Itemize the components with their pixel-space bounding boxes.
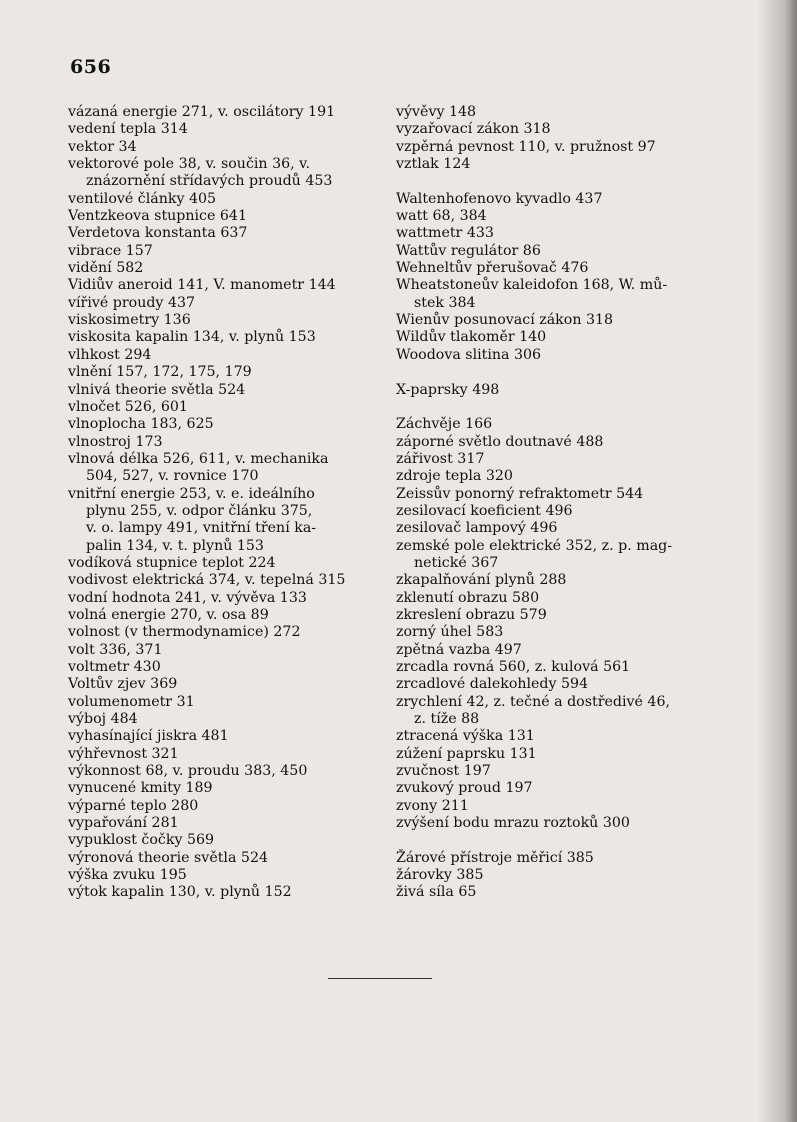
index-entry: Zeissův ponorný refraktometr 544 — [396, 485, 644, 502]
index-entry: Ventzkeova stupnice 641 — [68, 208, 247, 225]
index-entry: zpětná vazba 497 — [396, 641, 522, 658]
index-entry: vlnočet 526, 601 — [68, 398, 188, 415]
index-entry: volnost (v thermodynamice) 272 — [68, 624, 301, 641]
index-entry: vyhasínající jiskra 481 — [68, 728, 229, 745]
index-entry: volt 336, 371 — [68, 641, 163, 658]
index-entry: Waltenhofenovo kyvadlo 437 — [396, 190, 603, 207]
index-entry: výkonnost 68, v. proudu 383, 450 — [68, 763, 308, 780]
index-entry: watt 68, 384 — [396, 208, 487, 225]
index-entry: vynucené kmity 189 — [68, 780, 213, 797]
section-gap — [396, 364, 712, 381]
index-entry: viskosita kapalin 134, v. plynů 153 — [68, 329, 316, 346]
index-entry: zklenutí obrazu 580 — [396, 589, 540, 606]
index-entry: zrcadlové dalekohledy 594 — [396, 676, 589, 693]
index-entry: zkreslení obrazu 579 — [396, 606, 547, 623]
index-entry: vlnostroj 173 — [68, 433, 163, 450]
index-entry: vlnivá theorie světla 524 — [68, 381, 246, 398]
index-entry: vlnová délka 526, 611, v. mechanika — [68, 450, 329, 467]
index-entry: vlnoplocha 183, 625 — [68, 416, 214, 433]
index-entry: výhřevnost 321 — [68, 745, 179, 762]
index-entry: Voltův zjev 369 — [68, 676, 178, 693]
index-entry: vodivost elektrická 374, v. tepelná 315 — [68, 572, 346, 589]
index-entry: vodíková stupnice teplot 224 — [68, 554, 276, 571]
index-entry: vířivé proudy 437 — [68, 294, 196, 311]
index-entry: Wheatstoneův kaleidofon 168, W. mů- — [396, 277, 668, 294]
index-entry: zářivost 317 — [396, 450, 485, 467]
index-entry: záporné světlo doutnavé 488 — [396, 433, 604, 450]
section-gap — [396, 173, 712, 190]
index-entry: vývěvy 148 — [396, 104, 477, 120]
index-entry: volná energie 270, v. osa 89 — [68, 606, 269, 623]
index-entry: vlnění 157, 172, 175, 179 — [68, 364, 252, 381]
index-entry: vibrace 157 — [68, 242, 153, 259]
page-number: 656 — [70, 56, 112, 78]
index-entry: vektor 34 — [68, 138, 137, 155]
index-entry: zúžení paprsku 131 — [396, 745, 537, 762]
index-entry: vidění 582 — [68, 260, 144, 277]
index-entry: zorný úhel 583 — [396, 624, 504, 641]
index-entry: vypařování 281 — [68, 815, 179, 832]
index-entry: živá síla 65 — [396, 884, 477, 901]
index-entry: zrcadla rovná 560, z. kulová 561 — [396, 659, 631, 675]
index-entry: volumenometr 31 — [68, 693, 195, 710]
index-entry: zrychlení 42, z. tečné a dostředivé 46, — [396, 693, 670, 710]
index-entry: Wildův tlakoměr 140 — [396, 329, 547, 346]
index-entry: zvukový proud 197 — [396, 780, 533, 797]
index-entry-continuation: v. o. lampy 491, vnitřní tření ka- — [86, 520, 317, 537]
index-entry: vzpěrná pevnost 110, v. pružnost 97 — [396, 138, 656, 155]
index-entry-continuation: stek 384 — [414, 294, 476, 311]
index-entry: zesilovač lampový 496 — [396, 520, 558, 537]
index-entry: vedení tepla 314 — [68, 121, 188, 138]
index-entry-continuation: netické 367 — [414, 554, 499, 571]
index-entry: ventilové články 405 — [68, 190, 217, 207]
index-entry: vektorové pole 38, v. součin 36, v. — [68, 156, 310, 173]
index-entry: voltmetr 430 — [68, 659, 161, 675]
index-entry: viskosimetry 136 — [68, 312, 191, 329]
index-entry: Verdetova konstanta 637 — [68, 225, 248, 242]
index-entry: Wattův regulátor 86 — [396, 242, 541, 259]
index-column-left — [68, 104, 386, 902]
index-column-right — [396, 104, 712, 902]
index-entry: Woodova slitina 306 — [396, 346, 542, 363]
index-entry: ztracená výška 131 — [396, 728, 535, 745]
index-entry-continuation: z. tíže 88 — [414, 711, 480, 728]
index-entry: výtok kapalin 130, v. plynů 152 — [68, 884, 292, 901]
end-rule — [328, 978, 432, 979]
index-entry-continuation: znázornění střídavých proudů 453 — [86, 173, 333, 190]
index-entry: vodní hodnota 241, v. vývěva 133 — [68, 589, 307, 606]
index-entry: Wehneltův přerušovač 476 — [396, 260, 589, 277]
index-entry: zvýšení bodu mrazu roztoků 300 — [396, 815, 630, 832]
index-entry: vztlak 124 — [396, 156, 471, 173]
index-entry: vypuklost čočky 569 — [68, 832, 215, 849]
index-entry: výboj 484 — [68, 711, 138, 728]
index-entry: zvučnost 197 — [396, 763, 491, 780]
index-entry: Wienův posunovací zákon 318 — [396, 312, 614, 329]
index-entry: zdroje tepla 320 — [396, 468, 513, 485]
index-entry: vázaná energie 271, v. oscilátory 191 — [68, 104, 336, 120]
index-entry: žárovky 385 — [396, 867, 484, 884]
index-entry: Žárové přístroje měřicí 385 — [396, 849, 594, 866]
page-edge-shadow — [757, 0, 797, 1122]
index-entry: vnitřní energie 253, v. e. ideálního — [68, 485, 315, 502]
index-entry: zemské pole elektrické 352, z. p. mag- — [396, 537, 673, 554]
index-entry: výparné teplo 280 — [68, 797, 199, 814]
index-entry: wattmetr 433 — [396, 225, 494, 242]
index-entry-continuation: palin 134, v. t. plynů 153 — [86, 537, 264, 554]
index-entry: zvony 211 — [396, 797, 469, 814]
section-gap — [396, 832, 712, 849]
index-entry: zesilovací koeficient 496 — [396, 502, 573, 519]
index-entry-continuation: 504, 527, v. rovnice 170 — [86, 468, 259, 485]
index-entry: Záchvěje 166 — [396, 416, 493, 433]
index-entry: výška zvuku 195 — [68, 867, 187, 884]
index-entry: X-paprsky 498 — [396, 381, 500, 398]
index-entry: výronová theorie světla 524 — [68, 849, 268, 866]
index-entry: zkapalňování plynů 288 — [396, 572, 567, 589]
index-entry: vyzařovací zákon 318 — [396, 121, 551, 138]
index-entry: vlhkost 294 — [68, 346, 152, 363]
index-entry: Vidiův aneroid 141, V. manometr 144 — [68, 277, 336, 294]
index-entry-continuation: plynu 255, v. odpor článku 375, — [86, 502, 313, 519]
section-gap — [396, 399, 712, 416]
